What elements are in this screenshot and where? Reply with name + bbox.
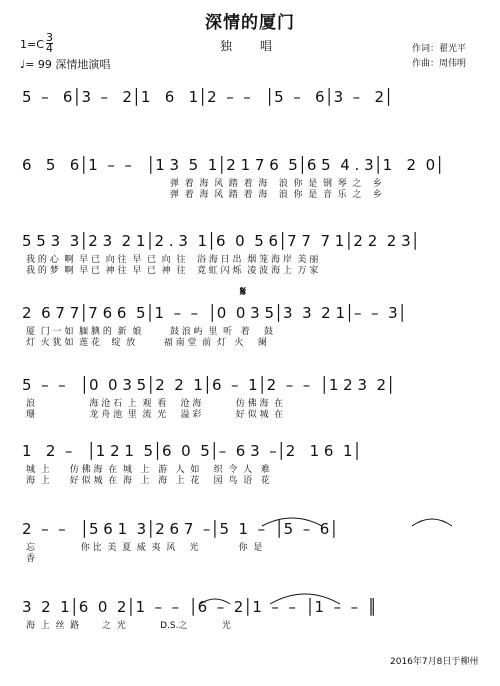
composer: 作曲：周伟明 <box>412 59 467 69</box>
notation-line: 2 – – │5 6 1 3│2 6 7 –│5 1 – │5 – 6│ <box>22 520 339 538</box>
song-title: 深情的厦门 <box>205 13 295 33</box>
tie-arc <box>412 519 452 526</box>
date-place-note: 2016年7月8日于柳州 <box>390 657 479 667</box>
notation-line: 2 6 7 7│7 6 6 5│1 – – │0 0 3 5│3 3 2 1│– – 3│ <box>22 304 407 322</box>
lyric-verse-1: 浪 海 沧 石 上 观 看 沧 海 仿 佛 海 在 <box>26 399 284 409</box>
key-signature: 1=C <box>20 38 44 51</box>
performance-type: 独 唱 <box>219 39 280 53</box>
tempo-marking: ♩= 99 深情地演唱 <box>20 58 111 71</box>
lyric-verse-2: 珊 龙 舟 池 里 流 光 溢 彩 好 似 城 在 <box>26 410 284 420</box>
notation-line: 1 2 – │1 2 1 5│6 0 5│– 6 3 –│2 1 6 1│ <box>22 442 362 460</box>
notation-line: 5 5 3 3│2 3 2 1│2 . 3 1│6 0 5 6│7 7 7 1│2 2 2 3│ <box>22 232 420 250</box>
segno-sign: 𝄋 <box>240 284 247 300</box>
lyric-verse-2: 灯 火 犹 如 莲 花 绽 放 福 南 堂 前 灯 火 阑 <box>26 338 267 348</box>
tie-arc <box>270 594 340 604</box>
lyric-verse-1: 城 上 仿 佛 海 在 城 上 游 人 如 织 令 人 难 <box>26 465 270 475</box>
lyric-verse-1: 忘 你 比 美 夏 威 夷 风 光 你 是 <box>26 543 263 553</box>
lyric-verse-2: 香 <box>26 554 36 564</box>
notation-line: 5 – 6│3 – 2│1 6 1│2 – – │5 – 6│3 – 2│ <box>22 88 394 106</box>
lyric-verse-2: 海 上 好 似 城 在 海 上 海 上 花 园 鸟 语 花 <box>26 476 270 486</box>
notation-line: 5 – – │0 0 3 5│2 2 1│6 – 1│2 – – │1 2 3 2│ <box>22 376 396 394</box>
lyricist: 作词：翟光平 <box>412 44 467 54</box>
time-signature-bottom: 4 <box>46 42 53 55</box>
time-signature-top: 3 <box>46 31 53 44</box>
lyric-verse-1: 弹 着 海 风 踏 着 海 浪 你 是 钢 琴 之 乡 <box>170 179 382 189</box>
lyric-verse-1: 我 的 心 啊 早 已 向 往 早 已 向 往 浴 海 日 出 烟 笼 海 岸 美 丽 <box>26 255 319 265</box>
lyric-verse-2: 弹 着 海 风 踏 着 海 浪 你 是 音 乐 之 乡 <box>170 190 382 200</box>
lyric-verse-1: 海 上 丝 路 之 光 D.S.之 光 <box>26 621 231 631</box>
notation-line: 3 2 1│6 0 2│1 – – │6 – 2│1 – – │1 – – ║ <box>22 598 377 616</box>
lyric-verse-1: 厦 门 一 如 腼 腆 的 新 娘 鼓 浪 屿 里 听 着 鼓 <box>26 327 273 337</box>
notation-line: 6 5 6│1 – – │1 3 5 1│2 1 7 6 5│6 5 4 . 3│1 2 0│ <box>22 156 445 174</box>
tie-arc <box>262 518 322 526</box>
tie-arc <box>200 599 230 604</box>
lyric-verse-2: 我 的 梦 啊 早 已 神 往 早 已 神 往 竟 虹 闪 烁 凌 波 海 上 万 家 <box>26 266 319 276</box>
